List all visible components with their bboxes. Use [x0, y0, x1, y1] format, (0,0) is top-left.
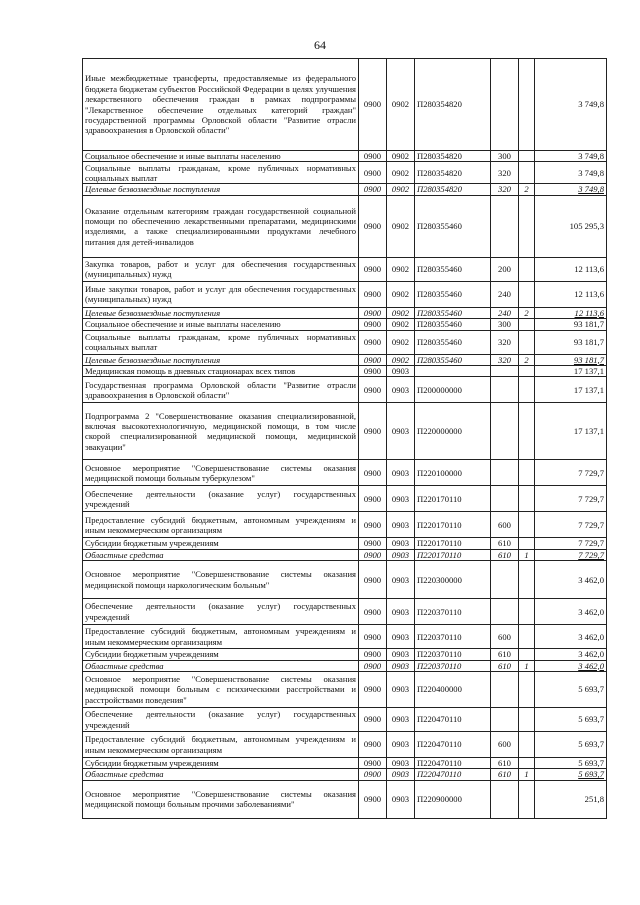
row-target-code: П220370110 — [415, 660, 491, 671]
row-funding-source — [519, 195, 535, 257]
row-expense-type — [491, 366, 519, 377]
row-target-code: П220470110 — [415, 758, 491, 769]
row-target-code: П220170110 — [415, 549, 491, 560]
row-subsection-code: 0903 — [387, 732, 415, 758]
table-row — [83, 512, 607, 538]
budget-table — [82, 58, 607, 819]
row-name: Иные межбюджетные трансферты, предоставляемые из федерального бюджета бюджетам субъектов Российской Федерации в целях улучшения лекарственного обеспечения граждан в рамках подпрограммы "Лекарственное обеспечение отдельных категорий граждан" государственной программы Орловской области "Развитие отрасли здравоохранения в Орловской области" — [83, 59, 359, 151]
row-amount: 5 693,7 — [535, 732, 607, 758]
row-amount: 105 295,3 — [535, 195, 607, 257]
table-row — [83, 59, 607, 151]
row-expense-type: 200 — [491, 257, 519, 281]
row-expense-type — [491, 460, 519, 486]
row-expense-type — [491, 780, 519, 818]
row-subsection-code: 0903 — [387, 780, 415, 818]
table-row — [83, 769, 607, 780]
row-funding-source: 2 — [519, 307, 535, 318]
row-amount: 3 749,8 — [535, 162, 607, 184]
row-section-code: 0900 — [359, 330, 387, 354]
row-target-code — [415, 366, 491, 377]
row-expense-type — [491, 708, 519, 732]
row-name: Социальные выплаты гражданам, кроме публичных нормативных социальных выплат — [83, 330, 359, 354]
table-row — [83, 184, 607, 195]
row-target-code: П220400000 — [415, 672, 491, 708]
row-funding-source — [519, 377, 535, 403]
row-funding-source — [519, 512, 535, 538]
row-name: Социальные выплаты гражданам, кроме публичных нормативных социальных выплат — [83, 162, 359, 184]
table-row — [83, 708, 607, 732]
row-section-code: 0900 — [359, 460, 387, 486]
row-section-code: 0900 — [359, 403, 387, 460]
row-section-code: 0900 — [359, 354, 387, 365]
row-name: Обеспечение деятельности (оказание услуг) государственных учреждений — [83, 708, 359, 732]
row-expense-type: 300 — [491, 151, 519, 162]
table-row — [83, 549, 607, 560]
table-row — [83, 403, 607, 460]
row-target-code: П220900000 — [415, 780, 491, 818]
row-amount: 5 693,7 — [535, 708, 607, 732]
row-target-code: П280354820 — [415, 151, 491, 162]
row-expense-type — [491, 486, 519, 512]
row-subsection-code: 0902 — [387, 162, 415, 184]
row-funding-source: 2 — [519, 354, 535, 365]
row-expense-type: 610 — [491, 769, 519, 780]
row-section-code: 0900 — [359, 625, 387, 649]
row-section-code: 0900 — [359, 151, 387, 162]
row-target-code: П280355460 — [415, 354, 491, 365]
row-funding-source — [519, 732, 535, 758]
row-name: Основное мероприятие "Совершенствование системы оказания медицинской помощи больным туберкулезом" — [83, 460, 359, 486]
row-subsection-code: 0902 — [387, 354, 415, 365]
row-funding-source: 1 — [519, 660, 535, 671]
row-amount: 3 462,0 — [535, 561, 607, 599]
row-section-code: 0900 — [359, 486, 387, 512]
row-expense-type: 600 — [491, 625, 519, 649]
row-expense-type — [491, 561, 519, 599]
row-name: Предоставление субсидий бюджетным, автономным учреждениям и иным некоммерческим организациям — [83, 625, 359, 649]
row-target-code: П220170110 — [415, 486, 491, 512]
row-name: Иные закупки товаров, работ и услуг для обеспечения государственных (муниципальных) нужд — [83, 281, 359, 307]
row-amount: 5 693,7 — [535, 769, 607, 780]
row-amount: 3 462,0 — [535, 660, 607, 671]
row-funding-source — [519, 403, 535, 460]
row-subsection-code: 0903 — [387, 538, 415, 549]
row-target-code: П200000000 — [415, 377, 491, 403]
row-amount: 7 729,7 — [535, 549, 607, 560]
table-row — [83, 649, 607, 660]
row-section-code: 0900 — [359, 780, 387, 818]
row-amount: 7 729,7 — [535, 460, 607, 486]
row-target-code: П220170110 — [415, 512, 491, 538]
row-name: Социальное обеспечение и иные выплаты населению — [83, 151, 359, 162]
row-funding-source — [519, 281, 535, 307]
row-funding-source — [519, 708, 535, 732]
row-funding-source — [519, 780, 535, 818]
row-subsection-code: 0903 — [387, 549, 415, 560]
row-subsection-code: 0903 — [387, 672, 415, 708]
row-funding-source — [519, 672, 535, 708]
row-name: Оказание отдельным категориям граждан государственной социальной помощи по обеспечению лекарственными препаратами, медицинскими изделиями, а также специализированными продуктами лечебного питания для детей-инвалидов — [83, 195, 359, 257]
row-funding-source — [519, 460, 535, 486]
row-name: Предоставление субсидий бюджетным, автономным учреждениям и иным некоммерческим организациям — [83, 732, 359, 758]
row-funding-source — [519, 561, 535, 599]
row-funding-source — [519, 625, 535, 649]
row-target-code: П280355460 — [415, 195, 491, 257]
row-amount: 12 113,6 — [535, 307, 607, 318]
row-section-code: 0900 — [359, 281, 387, 307]
row-amount: 7 729,7 — [535, 486, 607, 512]
row-amount: 93 181,7 — [535, 330, 607, 354]
row-name: Целевые безвозмездные поступления — [83, 354, 359, 365]
row-name: Субсидии бюджетным учреждениям — [83, 538, 359, 549]
row-subsection-code: 0903 — [387, 625, 415, 649]
row-name: Государственная программа Орловской области "Развитие отрасли здравоохранения в Орловской области" — [83, 377, 359, 403]
row-funding-source — [519, 257, 535, 281]
row-name: Областные средства — [83, 660, 359, 671]
row-name: Субсидии бюджетным учреждениям — [83, 649, 359, 660]
row-funding-source — [519, 59, 535, 151]
row-subsection-code: 0903 — [387, 758, 415, 769]
row-amount: 5 693,7 — [535, 672, 607, 708]
table-row — [83, 732, 607, 758]
row-funding-source — [519, 538, 535, 549]
table-row — [83, 538, 607, 549]
table-row — [83, 599, 607, 625]
row-target-code: П280355460 — [415, 281, 491, 307]
row-name: Обеспечение деятельности (оказание услуг) государственных учреждений — [83, 599, 359, 625]
row-subsection-code: 0903 — [387, 486, 415, 512]
row-section-code: 0900 — [359, 377, 387, 403]
row-expense-type — [491, 377, 519, 403]
row-expense-type: 600 — [491, 732, 519, 758]
row-target-code: П280355460 — [415, 319, 491, 330]
row-section-code: 0900 — [359, 59, 387, 151]
row-section-code: 0900 — [359, 307, 387, 318]
row-section-code: 0900 — [359, 758, 387, 769]
row-section-code: 0900 — [359, 366, 387, 377]
row-subsection-code: 0902 — [387, 307, 415, 318]
row-target-code: П280355460 — [415, 257, 491, 281]
row-amount: 93 181,7 — [535, 319, 607, 330]
table-row — [83, 195, 607, 257]
row-name: Целевые безвозмездные поступления — [83, 184, 359, 195]
row-name: Основное мероприятие "Совершенствование системы оказания медицинской помощи больным прочими заболеваниями" — [83, 780, 359, 818]
row-amount: 93 181,7 — [535, 354, 607, 365]
row-target-code: П280354820 — [415, 59, 491, 151]
row-subsection-code: 0903 — [387, 561, 415, 599]
row-section-code: 0900 — [359, 599, 387, 625]
row-amount: 3 462,0 — [535, 649, 607, 660]
row-funding-source — [519, 599, 535, 625]
row-name: Подпрограмма 2 "Совершенствование оказания специализированной, включая высокотехнологичную, медицинской помощи, в том числе скорой специализированной медицинской помощи, медицинской эвакуации" — [83, 403, 359, 460]
row-expense-type: 240 — [491, 307, 519, 318]
row-section-code: 0900 — [359, 672, 387, 708]
row-subsection-code: 0903 — [387, 708, 415, 732]
row-section-code: 0900 — [359, 660, 387, 671]
row-funding-source — [519, 330, 535, 354]
row-target-code: П280354820 — [415, 162, 491, 184]
row-target-code: П220470110 — [415, 769, 491, 780]
row-expense-type: 320 — [491, 330, 519, 354]
row-section-code: 0900 — [359, 184, 387, 195]
row-section-code: 0900 — [359, 512, 387, 538]
row-target-code: П280354820 — [415, 184, 491, 195]
row-subsection-code: 0903 — [387, 403, 415, 460]
row-section-code: 0900 — [359, 257, 387, 281]
row-expense-type — [491, 195, 519, 257]
row-subsection-code: 0903 — [387, 599, 415, 625]
table-row — [83, 660, 607, 671]
table-row — [83, 561, 607, 599]
row-subsection-code: 0903 — [387, 377, 415, 403]
row-expense-type — [491, 403, 519, 460]
table-row — [83, 162, 607, 184]
table-row — [83, 319, 607, 330]
row-subsection-code: 0902 — [387, 319, 415, 330]
row-funding-source — [519, 649, 535, 660]
row-section-code: 0900 — [359, 561, 387, 599]
row-target-code: П280355460 — [415, 307, 491, 318]
row-funding-source — [519, 486, 535, 512]
row-funding-source: 1 — [519, 769, 535, 780]
row-funding-source — [519, 162, 535, 184]
row-subsection-code: 0903 — [387, 660, 415, 671]
row-name: Социальное обеспечение и иные выплаты населению — [83, 319, 359, 330]
table-row — [83, 330, 607, 354]
row-funding-source: 1 — [519, 549, 535, 560]
table-row — [83, 151, 607, 162]
row-target-code: П280355460 — [415, 330, 491, 354]
table-row — [83, 257, 607, 281]
row-amount: 5 693,7 — [535, 758, 607, 769]
row-expense-type: 300 — [491, 319, 519, 330]
row-funding-source — [519, 151, 535, 162]
row-amount: 251,8 — [535, 780, 607, 818]
row-name: Предоставление субсидий бюджетным, автономным учреждениям и иным некоммерческим организациям — [83, 512, 359, 538]
table-row — [83, 672, 607, 708]
table-row — [83, 377, 607, 403]
row-amount: 17 137,1 — [535, 377, 607, 403]
row-subsection-code: 0902 — [387, 184, 415, 195]
table-row — [83, 281, 607, 307]
row-name: Областные средства — [83, 769, 359, 780]
table-row — [83, 758, 607, 769]
table-row — [83, 307, 607, 318]
table-row — [83, 780, 607, 818]
row-name: Субсидии бюджетным учреждениям — [83, 758, 359, 769]
row-target-code: П220370110 — [415, 625, 491, 649]
row-section-code: 0900 — [359, 649, 387, 660]
row-section-code: 0900 — [359, 195, 387, 257]
row-section-code: 0900 — [359, 549, 387, 560]
row-target-code: П220300000 — [415, 561, 491, 599]
row-expense-type: 610 — [491, 538, 519, 549]
table-body — [83, 59, 607, 819]
row-target-code: П220370110 — [415, 599, 491, 625]
row-target-code: П220470110 — [415, 708, 491, 732]
row-amount: 7 729,7 — [535, 512, 607, 538]
row-amount: 3 462,0 — [535, 625, 607, 649]
table-row — [83, 366, 607, 377]
row-expense-type: 610 — [491, 758, 519, 769]
row-subsection-code: 0903 — [387, 649, 415, 660]
row-section-code: 0900 — [359, 162, 387, 184]
row-subsection-code: 0902 — [387, 195, 415, 257]
row-expense-type — [491, 59, 519, 151]
row-expense-type — [491, 599, 519, 625]
row-expense-type: 320 — [491, 354, 519, 365]
row-section-code: 0900 — [359, 708, 387, 732]
row-expense-type: 610 — [491, 660, 519, 671]
row-target-code: П220370110 — [415, 649, 491, 660]
row-target-code: П220100000 — [415, 460, 491, 486]
row-amount: 3 749,8 — [535, 59, 607, 151]
row-subsection-code: 0902 — [387, 330, 415, 354]
row-expense-type: 600 — [491, 512, 519, 538]
row-funding-source — [519, 758, 535, 769]
row-name: Основное мероприятие "Совершенствование системы оказания медицинской помощи наркологическим больным" — [83, 561, 359, 599]
row-section-code: 0900 — [359, 769, 387, 780]
row-funding-source — [519, 366, 535, 377]
table-row — [83, 460, 607, 486]
row-target-code: П220000000 — [415, 403, 491, 460]
row-expense-type: 610 — [491, 649, 519, 660]
row-name: Медицинская помощь в дневных стационарах всех типов — [83, 366, 359, 377]
row-expense-type: 320 — [491, 184, 519, 195]
row-amount: 17 137,1 — [535, 366, 607, 377]
row-funding-source: 2 — [519, 184, 535, 195]
row-target-code: П220170110 — [415, 538, 491, 549]
row-section-code: 0900 — [359, 319, 387, 330]
row-name: Целевые безвозмездные поступления — [83, 307, 359, 318]
row-amount: 12 113,6 — [535, 281, 607, 307]
row-expense-type: 240 — [491, 281, 519, 307]
row-subsection-code: 0902 — [387, 59, 415, 151]
row-subsection-code: 0903 — [387, 769, 415, 780]
row-funding-source — [519, 319, 535, 330]
row-subsection-code: 0903 — [387, 460, 415, 486]
row-amount: 7 729,7 — [535, 538, 607, 549]
row-name: Закупка товаров, работ и услуг для обеспечения государственных (муниципальных) нужд — [83, 257, 359, 281]
row-subsection-code: 0903 — [387, 512, 415, 538]
row-subsection-code: 0902 — [387, 257, 415, 281]
row-section-code: 0900 — [359, 732, 387, 758]
row-subsection-code: 0902 — [387, 151, 415, 162]
row-section-code: 0900 — [359, 538, 387, 549]
row-amount: 3 462,0 — [535, 599, 607, 625]
row-expense-type: 320 — [491, 162, 519, 184]
table-row — [83, 625, 607, 649]
row-subsection-code: 0903 — [387, 366, 415, 377]
page-number: 64 — [314, 38, 326, 52]
table-row — [83, 354, 607, 365]
row-amount: 3 749,8 — [535, 184, 607, 195]
row-name: Областные средства — [83, 549, 359, 560]
row-amount: 17 137,1 — [535, 403, 607, 460]
table-row — [83, 486, 607, 512]
row-name: Основное мероприятие "Совершенствование системы оказания медицинской помощи больным с психическими расстройствами и расстройствами поведения" — [83, 672, 359, 708]
row-expense-type — [491, 672, 519, 708]
row-expense-type: 610 — [491, 549, 519, 560]
row-amount: 12 113,6 — [535, 257, 607, 281]
row-subsection-code: 0902 — [387, 281, 415, 307]
row-target-code: П220470110 — [415, 732, 491, 758]
row-amount: 3 749,8 — [535, 151, 607, 162]
row-name: Обеспечение деятельности (оказание услуг) государственных учреждений — [83, 486, 359, 512]
